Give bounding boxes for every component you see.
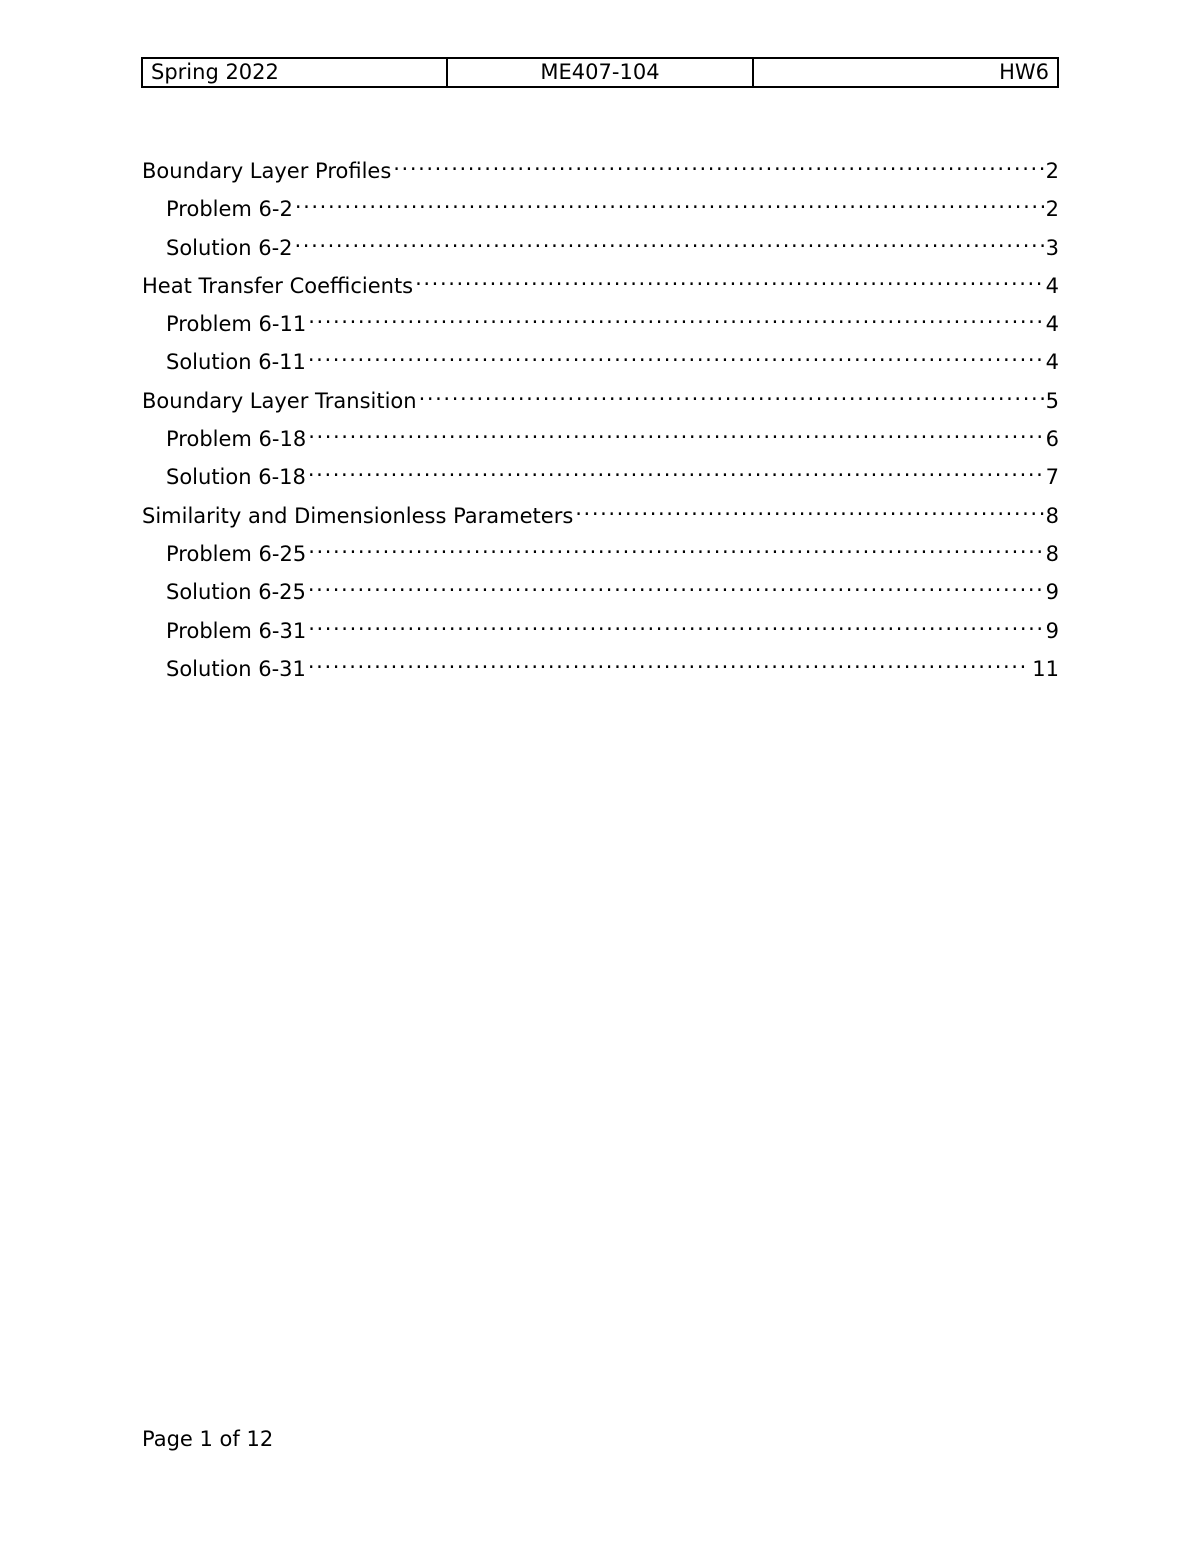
toc-entry-page: 2 bbox=[1045, 159, 1059, 183]
toc-entry-label: Problem 6-25 bbox=[166, 541, 307, 566]
toc-entry-label: Solution 6-2 bbox=[166, 235, 293, 260]
toc-dot-leader bbox=[308, 600, 1043, 638]
toc-entry-label: Boundary Layer Profiles bbox=[142, 159, 392, 183]
toc-entry-label: Problem 6-2 bbox=[166, 197, 293, 222]
header-assignment: HW6 bbox=[752, 59, 1057, 86]
toc-entry-label: Solution 6-31 bbox=[166, 656, 306, 681]
toc-dot-leader bbox=[308, 408, 1043, 446]
toc-entry-page: 5 bbox=[1045, 388, 1059, 413]
toc-entry-label: Solution 6-25 bbox=[166, 580, 306, 605]
toc-entry-label: Problem 6-18 bbox=[166, 427, 307, 452]
toc-entry-label: Solution 6-18 bbox=[166, 465, 306, 490]
header-table bbox=[141, 57, 1059, 88]
header-term: Spring 2022 bbox=[151, 60, 279, 84]
page-number-footer: Page 1 of 12 bbox=[142, 1427, 274, 1451]
toc-dot-leader bbox=[295, 217, 1044, 255]
toc-entry-page: 8 bbox=[1045, 503, 1059, 528]
toc-entry-page: 2 bbox=[1045, 197, 1059, 222]
toc-entry-label: Similarity and Dimensionless Parameters bbox=[142, 503, 574, 528]
header-course: ME407-104 bbox=[446, 59, 751, 86]
toc-entry-page: 8 bbox=[1045, 541, 1059, 566]
toc-dot-leader bbox=[419, 370, 1044, 408]
toc-entry[interactable] bbox=[142, 140, 1059, 183]
table-of-contents bbox=[142, 140, 1059, 681]
toc-entry-page: 11 bbox=[1032, 656, 1059, 681]
toc-dot-leader bbox=[308, 331, 1044, 369]
toc-entry-label: Problem 6-31 bbox=[166, 618, 307, 643]
toc-entry-page: 7 bbox=[1045, 465, 1059, 490]
toc-entry-page: 3 bbox=[1045, 235, 1059, 260]
toc-entry-label: Solution 6-11 bbox=[166, 350, 306, 375]
toc-entry-page: 4 bbox=[1045, 350, 1059, 375]
toc-entry-label: Heat Transfer Coefficients bbox=[142, 273, 414, 298]
toc-entry-page: 9 bbox=[1045, 580, 1059, 605]
toc-dot-leader bbox=[308, 523, 1043, 561]
toc-dot-leader bbox=[308, 561, 1044, 599]
toc-entry-page: 9 bbox=[1045, 618, 1059, 643]
toc-dot-leader bbox=[308, 638, 1030, 676]
toc-dot-leader bbox=[295, 178, 1044, 216]
toc-entry-label: Problem 6-11 bbox=[166, 312, 307, 337]
toc-dot-leader bbox=[393, 140, 1043, 178]
toc-dot-leader bbox=[575, 485, 1043, 523]
toc-entry-page: 4 bbox=[1045, 273, 1059, 298]
toc-dot-leader bbox=[415, 255, 1044, 293]
toc-dot-leader bbox=[308, 293, 1043, 331]
toc-entry-page: 6 bbox=[1045, 427, 1059, 452]
toc-entry-page: 4 bbox=[1045, 312, 1059, 337]
toc-dot-leader bbox=[308, 446, 1044, 484]
toc-entry-label: Boundary Layer Transition bbox=[142, 388, 417, 413]
